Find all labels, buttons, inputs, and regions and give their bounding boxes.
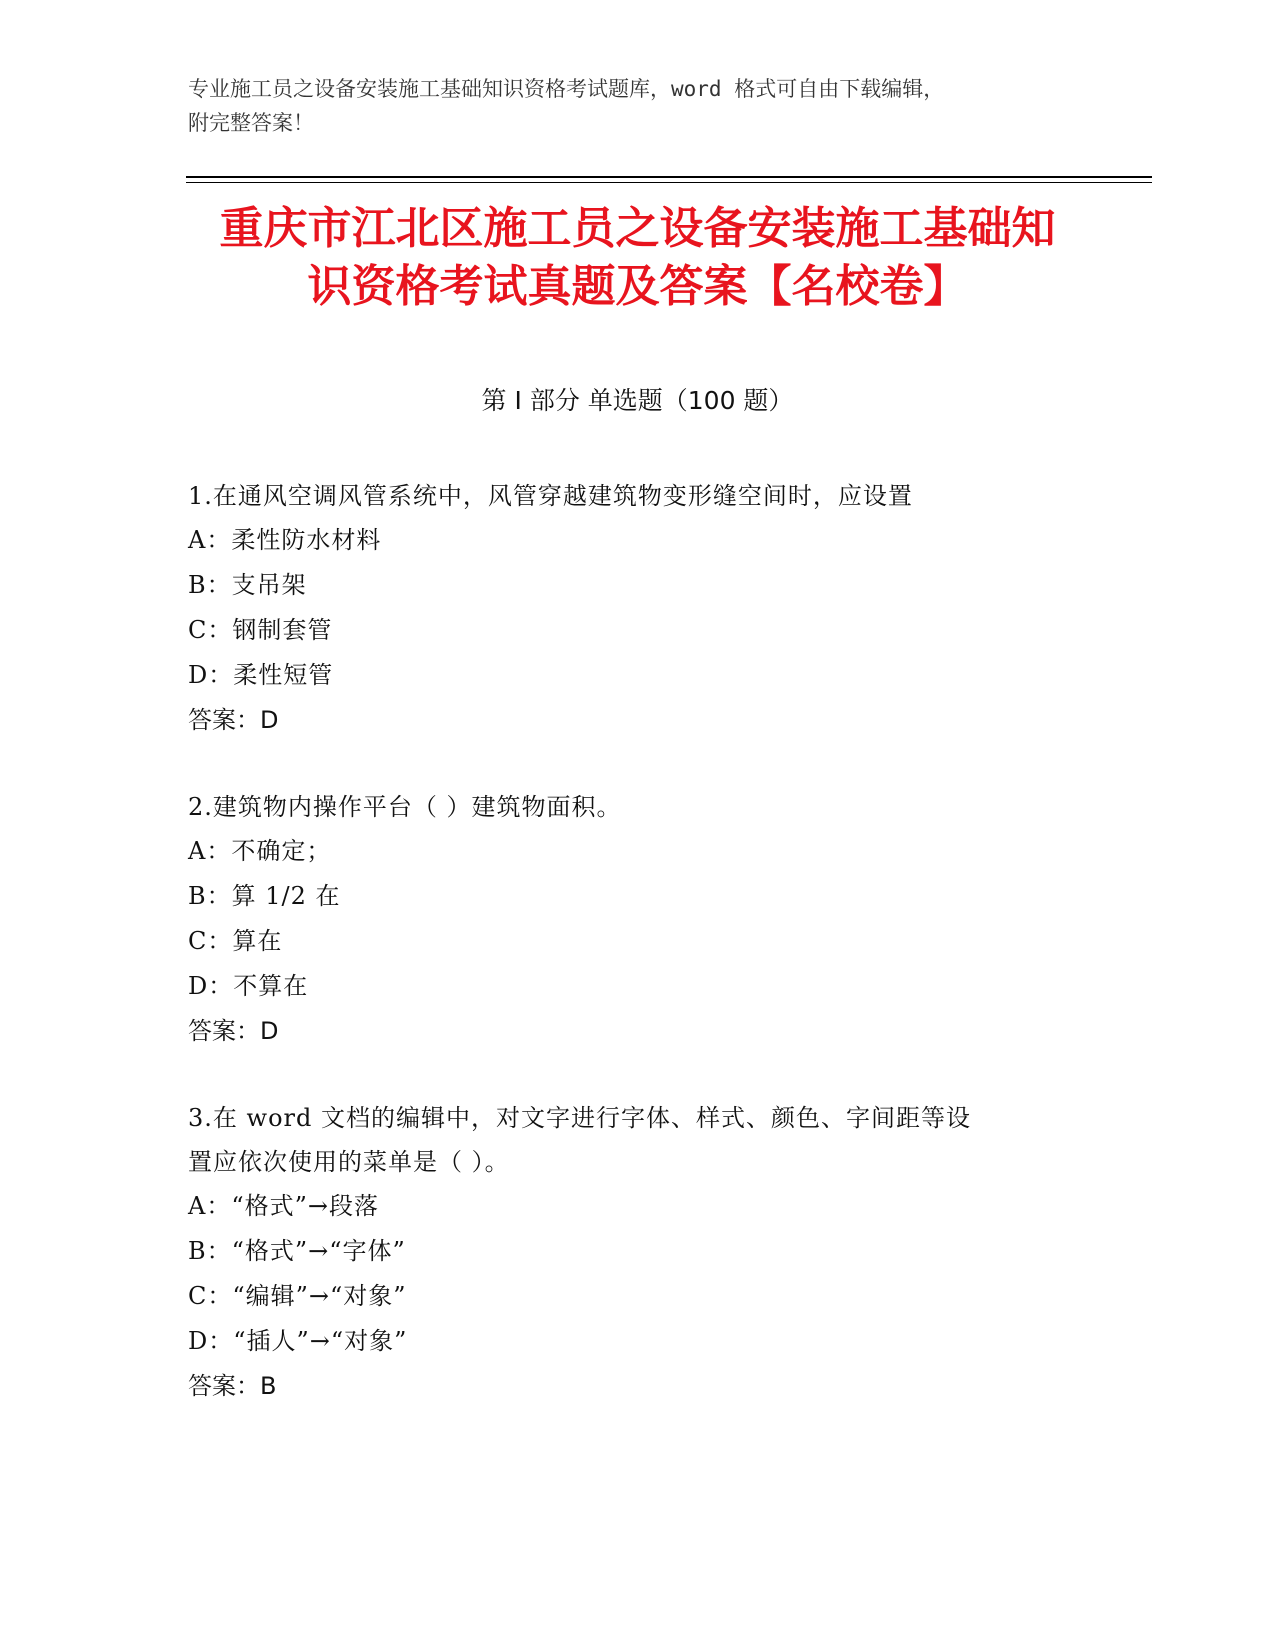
option-c: C：算在 [188,927,283,955]
question-list [188,474,1088,1451]
option-d: D：“插人”→“对象” [188,1327,408,1355]
document-title-line-2: 识资格考试真题及答案【名校卷】 [307,261,968,312]
option-a: A：“格式”→段落 [188,1192,379,1220]
header-rule-thin [186,182,1152,183]
document-title [120,200,1155,316]
option-c: C：钢制套管 [188,616,333,644]
header-note [188,72,1088,140]
option-b: B：“格式”→“字体” [188,1237,406,1265]
header-note-line-2: 附完整答案！ [188,111,314,135]
question-stem: 2.建筑物内操作平台（ ）建筑物面积。 [188,793,622,821]
option-d: D：不算在 [188,972,309,1000]
header-rule-thick [186,176,1152,178]
question-stem: 1.在通风空调风管系统中，风管穿越建筑物变形缝空间时，应设置 [188,482,913,510]
option-c: C：“编辑”→“对象” [188,1282,407,1310]
option-a: A：柔性防水材料 [188,526,382,554]
section-heading: 第 I 部分 单选题（100 题） [481,386,794,415]
question-2 [188,785,1088,1054]
answer: 答案：D [188,1017,279,1045]
question-stem-line-2: 置应依次使用的菜单是（ ）。 [188,1148,510,1176]
question-1 [188,474,1088,743]
document-title-line-1: 重庆市江北区施工员之设备安装施工基础知 [219,203,1056,254]
option-b: B：算 1/2 在 [188,882,341,910]
question-stem-line-1: 3.在 word 文档的编辑中，对文字进行字体、样式、颜色、字间距等设 [188,1104,971,1132]
answer: 答案：B [188,1372,277,1400]
option-b: B：支吊架 [188,571,307,599]
option-d: D：柔性短管 [188,661,334,689]
option-a: A：不确定； [188,837,332,865]
answer: 答案：D [188,706,279,734]
question-3 [188,1096,1088,1409]
header-note-line-1: 专业施工员之设备安装施工基础知识资格考试题库，word 格式可自由下载编辑， [188,77,945,101]
